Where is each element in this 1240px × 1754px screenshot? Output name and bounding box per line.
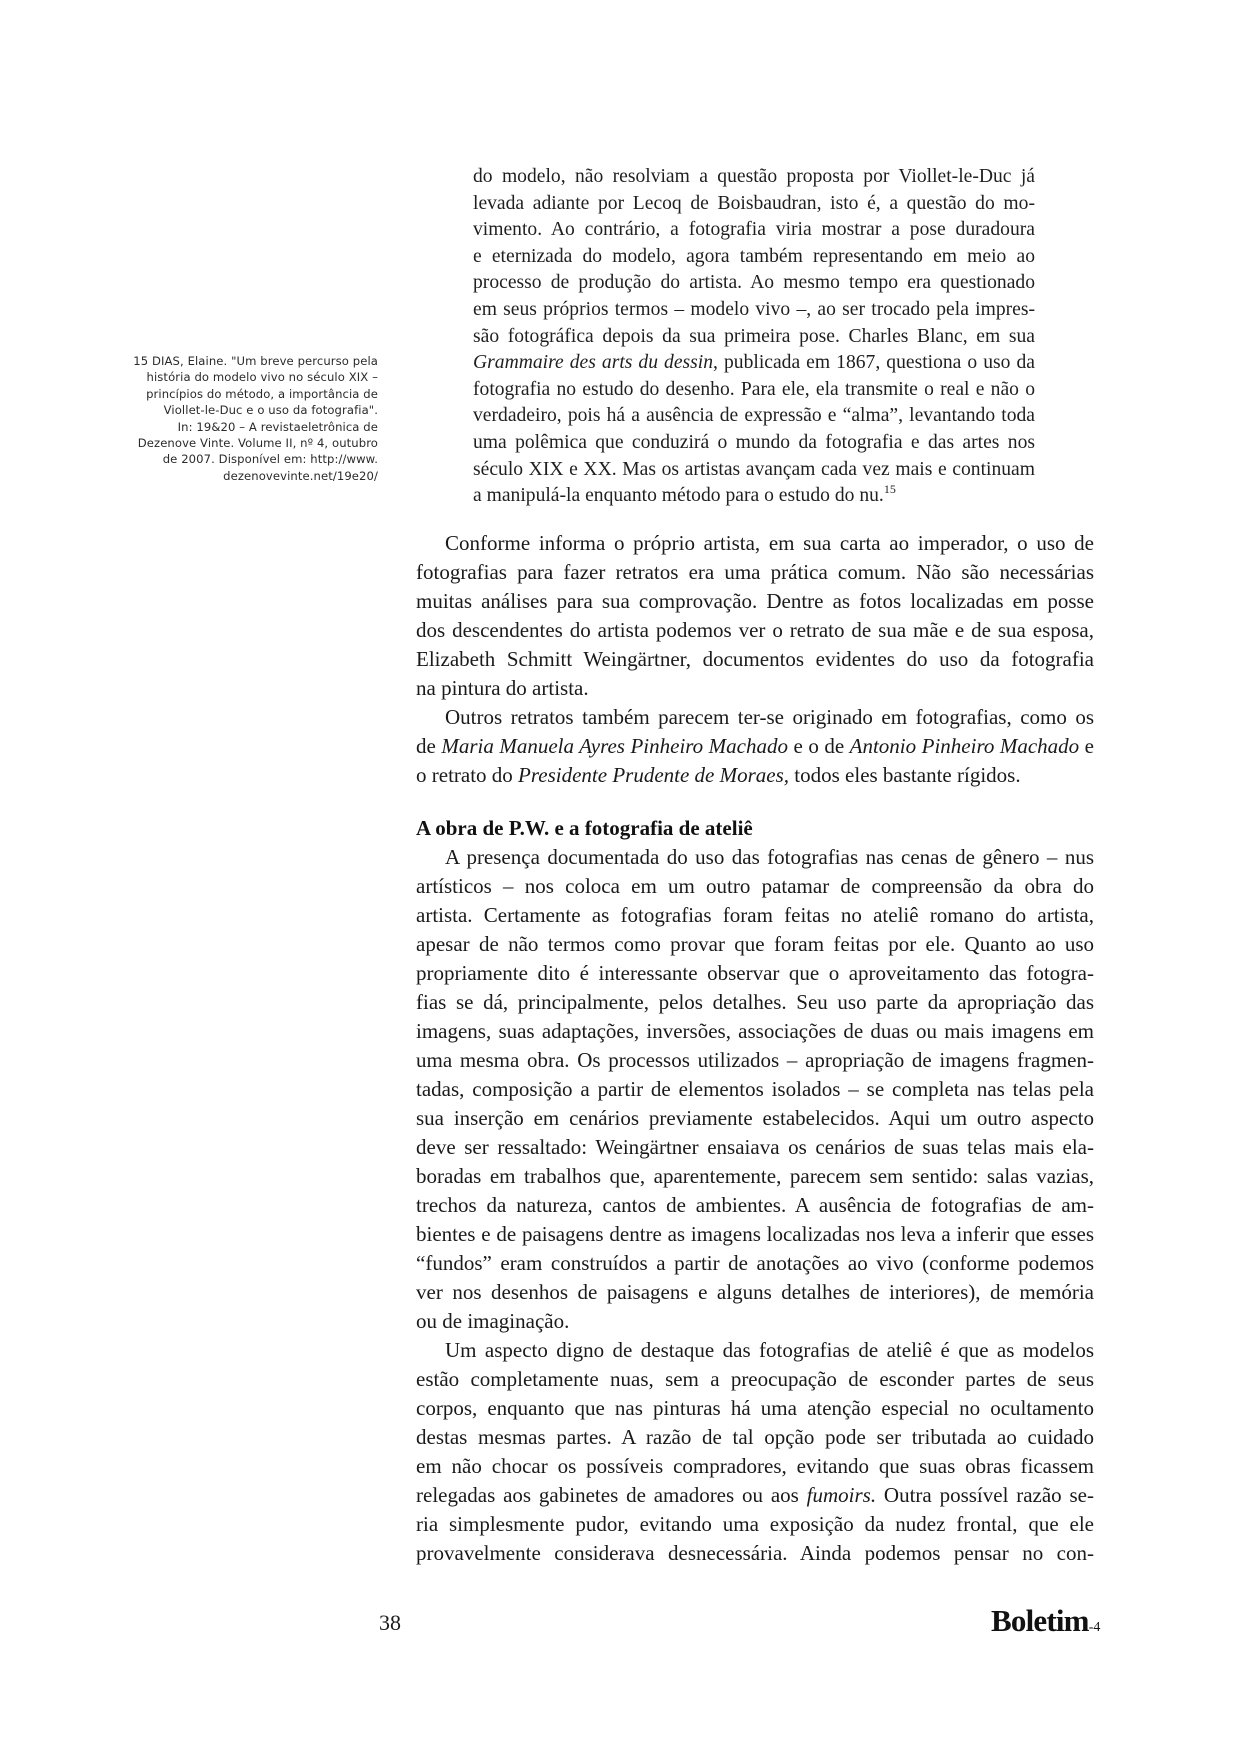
footnote-line: princípios do método, a importância de (146, 386, 378, 401)
brand-suffix: -4 (1088, 1620, 1101, 1635)
quote-line: século XIX e XX. Mas os artistas avançam cada vez mais e continuam (473, 458, 1035, 480)
body-line: fotografias para fazer retratos era uma prática comum. Não são necessárias (416, 560, 1094, 584)
italic-term: fumoirs. (806, 1483, 877, 1507)
body-line: sua inserção em cenários previamente estabelecidos. Aqui um outro aspecto (416, 1106, 1094, 1130)
block-quote (473, 164, 1035, 510)
body-line: imagens, suas adaptações, inversões, associações de duas ou mais imagens em (416, 1019, 1094, 1043)
body-line: provavelmente considerava desnecessária. Ainda podemos pensar no con- (416, 1541, 1094, 1565)
quote-line: verdadeiro, pois há a ausência de expressão e “alma”, levantando toda (473, 405, 1035, 427)
quote-line: e eternizada do modelo, agora também representando em meio ao (473, 245, 1035, 267)
quote-line: levada adiante por Lecoq de Boisbaudran, isto é, a questão do mo- (473, 192, 1035, 214)
book-title: Grammaire des arts du dessin (473, 352, 714, 374)
body-line: destas mesmas partes. A razão de tal opção pode ser tributada ao cuidado (416, 1425, 1094, 1449)
body-line: muitas análises para sua comprovação. Dentre as fotos localizadas em posse (416, 589, 1094, 613)
body-line: apesar de não termos como provar que foram feitas por ele. Quanto ao uso (416, 932, 1094, 956)
artwork-title: Antonio Pinheiro Machado (849, 734, 1080, 758)
body-line: dos descendentes do artista podemos ver o retrato de sua mãe e de sua esposa, (416, 618, 1094, 642)
body-line: tadas, composição a partir de elementos isolados – se completa nas telas pela (416, 1077, 1094, 1101)
footnote-line: 15 DIAS, Elaine. "Um breve percurso pela (133, 354, 378, 368)
page-number: 38 (379, 1610, 401, 1635)
body-line: Conforme informa o próprio artista, em sua carta ao imperador, o uso de (445, 531, 1094, 555)
body-line: ou de imaginação. (416, 1309, 570, 1333)
quote-line (473, 350, 1035, 377)
body-line (416, 732, 1094, 761)
body-line: ria simplesmente pudor, evitando uma exposição da nudez frontal, que ele (416, 1512, 1094, 1536)
text: Outra possível razão se- (876, 1483, 1094, 1507)
text: de (416, 734, 442, 758)
body-line: Elizabeth Schmitt Weingärtner, documentos evidentes do uso da fotografia (416, 647, 1094, 671)
text: relegadas aos gabinetes de amadores ou aos (416, 1483, 807, 1507)
body-line (416, 761, 1094, 790)
quote-line (473, 483, 1035, 510)
body-line: artista. Certamente as fotografias foram feitas no ateliê romano do artista, (416, 903, 1094, 927)
artwork-title: Maria Manuela Ayres Pinheiro Machado (441, 734, 788, 758)
body-line: bientes e de paisagens dentre as imagens localizadas nos leva a inferir que esses (416, 1222, 1094, 1246)
quote-line: fotografia no estudo do desenho. Para ele, ela transmite o real e não o (473, 378, 1035, 400)
body-line: artísticos – nos coloca em um outro patamar de compreensão da obra do (416, 874, 1094, 898)
quote-text: , publicada em 1867, questiona o uso da (713, 352, 1035, 374)
body-line: estão completamente nuas, sem a preocupação de esconder partes de seus (416, 1367, 1094, 1391)
quote-text: a manipulá-la enquanto método para o estudo do nu. (473, 485, 884, 507)
body-line: uma mesma obra. Os processos utilizados – apropriação de imagens fragmen- (416, 1048, 1094, 1072)
quote-line: do modelo, não resolviam a questão proposta por Viollet-le-Duc já (473, 166, 1035, 187)
main-body (416, 529, 1094, 1568)
quote-line: processo de produção do artista. Ao mesmo tempo era questionado (473, 272, 1035, 294)
body-line: na pintura do artista. (416, 676, 589, 700)
body-line: ver nos desenhos de paisagens e alguns detalhes de interiores), de memória (416, 1280, 1094, 1304)
quote-line: em seus próprios termos – modelo vivo –, ao ser trocado pela impres- (473, 298, 1035, 320)
footnote-line: dezenovevinte.net/19e20/ (223, 468, 378, 483)
body-line: corpos, enquanto que nas pinturas há uma atenção especial no ocultamento (416, 1396, 1094, 1420)
publication-logo (991, 1603, 1100, 1639)
footnote-line: Viollet-le-Duc e o uso da fotografia". (163, 403, 378, 418)
body-line: “fundos” eram construídos a partir de anotações ao vivo (conforme podemos (416, 1251, 1094, 1275)
footnote-line: de 2007. Disponível em: http://www. (162, 452, 378, 467)
body-line: fias se dá, principalmente, pelos detalhes. Seu uso parte da apropriação das (416, 990, 1094, 1014)
body-line: A presença documentada do uso das fotografias nas cenas de gênero – nus (445, 845, 1094, 869)
footnote-line: Dezenove Vinte. Volume II, nº 4, outubro (137, 436, 378, 451)
body-line: Um aspecto digno de destaque das fotografias de ateliê é que as modelos (445, 1338, 1094, 1362)
body-line: boradas em trabalhos que, aparentemente, parecem sem sentido: salas vazias, (416, 1164, 1094, 1188)
artwork-title: Presidente Prudente de Moraes, (518, 763, 790, 787)
body-line: em não chocar os possíveis compradores, evitando que suas obras ficassem (416, 1454, 1094, 1478)
body-line: Outros retratos também parecem ter-se originado em fotografias, como os (445, 705, 1094, 729)
body-line: trechos da natureza, cantos de ambientes. A ausência de fotografias de am- (416, 1193, 1094, 1217)
quote-line: uma polêmica que conduzirá o mundo da fotografia e das artes nos (473, 431, 1035, 453)
footnote-15 (120, 353, 378, 484)
text: e (1079, 734, 1094, 758)
body-line: deve ser ressaltado: Weingärtner ensaiava os cenários de suas telas mais ela- (416, 1135, 1094, 1159)
footnote-ref: 15 (883, 482, 896, 497)
section-heading: A obra de P.W. e a fotografia de ateliê (416, 816, 753, 840)
brand-name: Boletim (991, 1603, 1089, 1638)
quote-line: são fotográfica depois da sua primeira pose. Charles Blanc, em sua (473, 325, 1035, 347)
body-line (416, 1481, 1094, 1510)
quote-line: vimento. Ao contrário, a fotografia viria mostrar a pose duradoura (473, 219, 1035, 241)
body-line: propriamente dito é interessante observar que o aproveitamento das fotogra- (416, 961, 1094, 985)
text: o retrato do (416, 763, 519, 787)
text: todos eles bastante rígidos. (789, 763, 1021, 787)
footnote-line: In: 19&20 – A revistaeletrônica de (177, 419, 378, 434)
footnote-line: história do modelo vivo no século XIX – (146, 370, 378, 385)
text: e o de (788, 734, 850, 758)
